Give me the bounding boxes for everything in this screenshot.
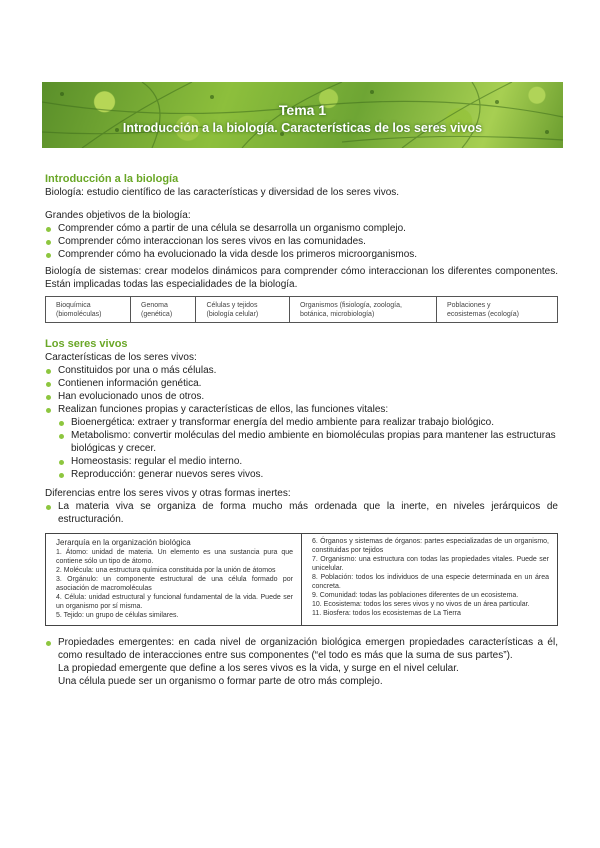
hierarchy-level: 9. Comunidad: todas las poblaciones diferentes de un ecosistema. <box>312 592 519 599</box>
list-item: Han evolucionado unos de otros. <box>45 390 558 403</box>
hierarchy-level: 11. Biosfera: todos los ecosistemas de La Tierra <box>312 610 461 617</box>
list-item: Contienen información genética. <box>45 377 558 390</box>
hierarchy-table <box>45 533 558 626</box>
list-item: Homeostasis: regular el medio interno. <box>58 455 558 468</box>
section-heading-intro: Introducción a la biología <box>45 173 179 185</box>
hierarchy-level: 7. Organismo: una estructura con todas las propiedades vitales. Puede ser unicelular. <box>312 556 549 572</box>
list-item: Reproducción: generar nuevos seres vivos. <box>58 468 558 481</box>
emergent-paragraph: La propiedad emergente que define a los seres vivos es la vida, y surge en el nivel celular. <box>58 663 459 674</box>
hierarchy-left-column <box>46 534 302 626</box>
list-item: Propiedades emergentes: en cada nivel de organización biológica emergen propiedades características a él, como resultado de interacciones entre sus componentes (“el todo es más que la suma de sus partes”). <box>45 636 558 662</box>
systems-biology-paragraph: Biología de sistemas: crear modelos dinámicos para comprender cómo interaccionan los diferentes componentes. Están implicadas todas las especialidades de la biología. <box>45 266 558 290</box>
differences-title: Diferencias entre los seres vivos y otras formas inertes: <box>45 488 291 499</box>
hierarchy-level: 3. Orgánulo: un componente estructural de una célula formado por asociación de macromoléculas <box>56 576 293 592</box>
table-cell: Poblaciones y ecosistemas (ecología) <box>436 297 557 323</box>
vital-functions-list <box>45 416 558 481</box>
hierarchy-level: 8. Población: todos los individuos de una especie determinada en un área concreta. <box>312 574 549 590</box>
characteristics-list <box>45 364 558 416</box>
hierarchy-level: 1. Átomo: unidad de materia. Un elemento es una sustancia pura que contiene sólo un tipo de átomo. <box>56 549 293 565</box>
goals-list <box>45 222 558 261</box>
list-item: Comprender cómo interaccionan los seres vivos en las comunidades. <box>45 235 558 248</box>
biology-definition: Biología: estudio científico de las características y diversidad de los seres vivos. <box>45 187 400 198</box>
section-heading-living-beings: Los seres vivos <box>45 338 128 350</box>
hierarchy-level: 6. Órganos y sistemas de órganos: partes especializadas de un organismo, constituidas por tejidos <box>312 538 549 554</box>
biology-fields-table <box>45 296 558 323</box>
list-item: Comprender cómo a partir de una célula se desarrolla un organismo complejo. <box>45 222 558 235</box>
doc-title: Tema 1 <box>278 102 327 118</box>
list-item: Bioenergética: extraer y transformar energía del medio ambiente para realizar trabajo biológico. <box>58 416 558 429</box>
table-cell: Células y tejidos (biología celular) <box>196 297 289 323</box>
table-cell: Genoma (genética) <box>131 297 196 323</box>
list-item: Comprender cómo ha evolucionado la vida desde los primeros microorganismos. <box>45 248 558 261</box>
document-body <box>45 172 558 688</box>
list-item: La materia viva se organiza de forma mucho más ordenada que la inerte, en niveles jerárquicos de estructuración. <box>45 500 558 526</box>
list-item: Constituidos por una o más células. <box>45 364 558 377</box>
table-cell: Bioquímica (biomoléculas) <box>46 297 131 323</box>
hierarchy-level: 2. Molécula: una estructura química constituida por la unión de átomos <box>56 567 276 574</box>
hierarchy-level: 10. Ecosistema: todos los seres vivos y no vivos de un área particular. <box>312 601 530 608</box>
list-item: Metabolismo: convertir moléculas del medio ambiente en biomoléculas propias para mantener las estructuras biológicas y crecer. <box>58 429 558 455</box>
hierarchy-title: Jerarquía en la organización biológica <box>56 538 191 547</box>
table-cell: Organismos (fisiología, zoología, botánica, microbiología) <box>289 297 436 323</box>
hierarchy-level: 5. Tejido: un grupo de células similares. <box>56 612 179 619</box>
list-item: Realizan funciones propias y características de ellos, las funciones vitales: <box>45 403 558 416</box>
emergent-properties-list <box>45 636 558 662</box>
differences-list <box>45 500 558 526</box>
hierarchy-right-column <box>302 534 558 626</box>
goals-title: Grandes objetivos de la biología: <box>45 210 191 221</box>
doc-subtitle: Introducción a la biología. Características de los seres vivos <box>122 121 483 135</box>
emergent-paragraph: Una célula puede ser un organismo o formar parte de otro más complejo. <box>58 676 383 687</box>
hierarchy-level: 4. Célula: unidad estructural y funcional fundamental de la vida. Puede ser un organismo por sí misma. <box>56 594 293 610</box>
header-banner <box>42 82 563 148</box>
characteristics-title: Características de los seres vivos: <box>45 352 197 363</box>
